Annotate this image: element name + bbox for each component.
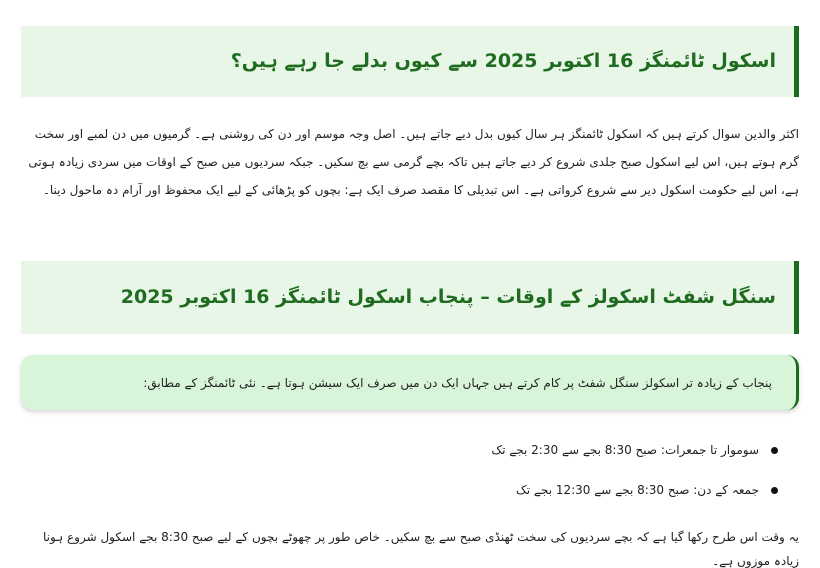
list-item [491,430,778,470]
intro-paragraph: اکثر والدین سوال کرتے ہیں کہ اسکول ٹائمنگز ہر سال کیوں بدل دیے جاتے ہیں۔ اصل وجہ موسم اور دن کی روشنی ہے۔ گرمیوں میں دن لمبے اور سخت گرم ہوتے ہیں، اس لیے اسکول صبح جلدی شروع کر دیے جاتے ہیں تاکہ بچے گرمی سے بچ سکیں۔ جبکہ سردیوں میں صبح کے اوقات میں سردی زیادہ ہوتی ہے، اس لیے حکومت اسکول دیر سے شروع کرواتی ہے۔ اس تبدیلی کا مقصد صرف ایک ہے: بچوں کو پڑھائی کے لیے ایک محفوظ اور آرام دہ ماحول دینا۔ [28,127,799,197]
section-heading: سنگل شفٹ اسکولز کے اوقات – پنجاب اسکول ٹائمنگز 16 اکتوبر 2025 [120,286,776,309]
info-callout [21,355,799,410]
bullet-icon [771,447,778,454]
bullet-icon [771,487,778,494]
list-item-text: جمعہ کے دن: صبح 8:30 بجے سے 12:30 بجے تک [516,483,759,497]
timings-list [491,430,778,510]
list-item [491,470,778,510]
section-heading-box [21,261,799,334]
info-callout-text: پنجاب کے زیادہ تر اسکولز سنگل شفٹ پر کام کرتے ہیں جہاں ایک دن میں صرف ایک سیشن ہوتا ہے۔ نئی ٹائمنگز کے مطابق: [143,375,772,390]
list-item-text: سوموار تا جمعرات: صبح 8:30 بجے سے 2:30 بجے تک [491,443,759,457]
closing-paragraph: یہ وقت اس طرح رکھا گیا ہے کہ بچے سردیوں کی سخت ٹھنڈی صبح سے بچ سکیں۔ خاص طور پر چھوٹے بچوں کے لیے صبح 8:30 بجے اسکول شروع ہونا زیادہ موزوں ہے۔ [42,530,799,568]
section-heading-box [21,26,799,97]
section-heading: اسکول ٹائمنگز 16 اکتوبر 2025 سے کیوں بدلے جا رہے ہیں؟ [230,50,776,73]
